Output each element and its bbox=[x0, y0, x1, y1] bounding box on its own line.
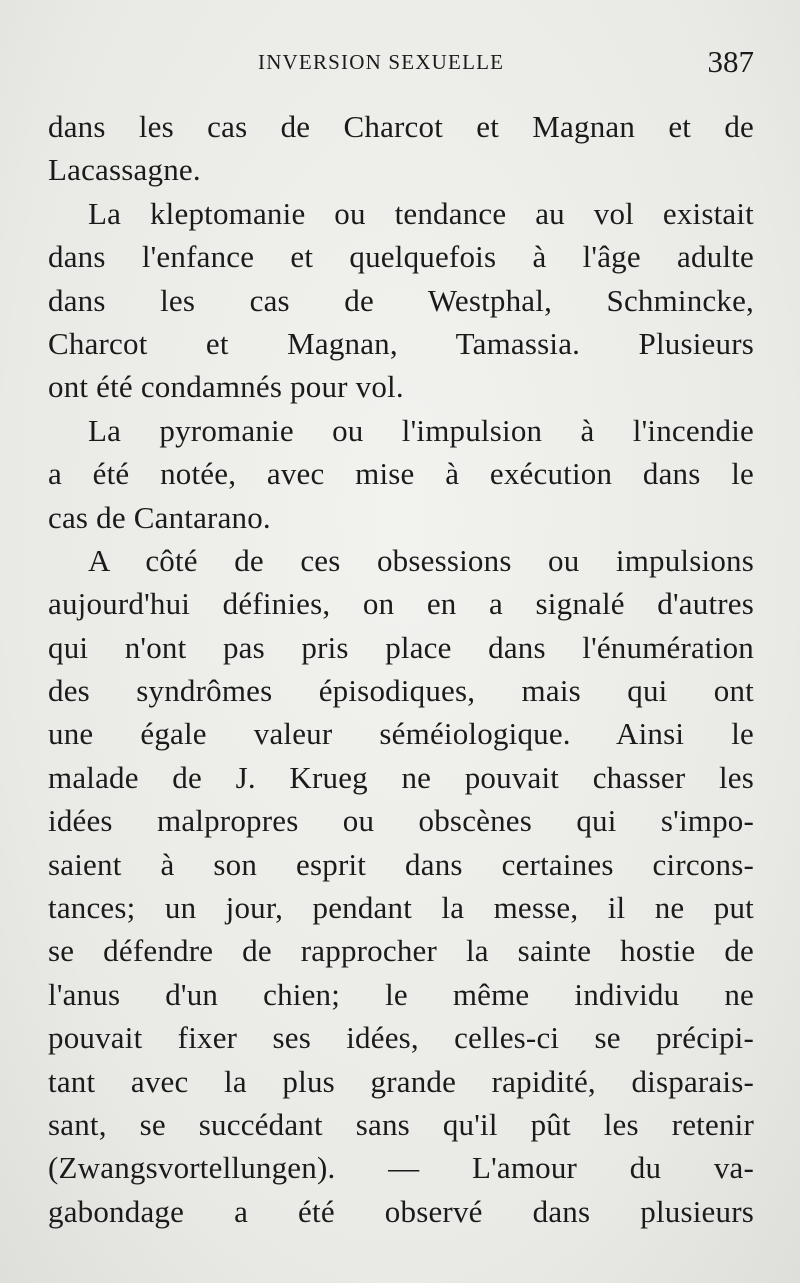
text-line: dans les cas de Charcot et Magnan et de bbox=[48, 109, 754, 144]
text-line: qui n'ont pas pris place dans l'énumération bbox=[48, 629, 754, 665]
text-line: idées malpropres ou obscènes qui s'impo- bbox=[48, 803, 754, 839]
text-line: ont été condamnés pour vol. bbox=[48, 369, 404, 405]
text-line: saient à son esprit dans certaines circons- bbox=[48, 846, 754, 882]
text-line: gabondage a été observé dans plusieurs bbox=[48, 1193, 754, 1229]
text-line: Lacassagne. bbox=[48, 152, 201, 188]
page-number: 387 bbox=[707, 44, 754, 79]
text-line: tant avec la plus grande rapidité, disparais- bbox=[48, 1063, 754, 1099]
text-line: La pyromanie ou l'impulsion à l'incendie bbox=[88, 412, 754, 448]
text-line: (Zwangsvortellungen). — L'amour du va- bbox=[48, 1150, 754, 1186]
text-line: tances; un jour, pendant la messe, il ne put bbox=[48, 890, 754, 926]
text-line: dans l'enfance et quelquefois à l'âge adulte bbox=[48, 239, 754, 275]
text-line: se défendre de rapprocher la sainte hostie de bbox=[48, 933, 754, 969]
text-line: cas de Cantarano. bbox=[48, 499, 271, 535]
text-line: A côté de ces obsessions ou impulsions bbox=[88, 542, 754, 578]
text-line: sant, se succédant sans qu'il pût les retenir bbox=[48, 1106, 754, 1142]
running-title: INVERSION SEXUELLE bbox=[258, 50, 505, 74]
text-line: malade de J. Krueg ne pouvait chasser les bbox=[48, 759, 754, 795]
text-line: l'anus d'un chien; le même individu ne bbox=[48, 976, 754, 1012]
text-line: La kleptomanie ou tendance au vol existait bbox=[88, 195, 754, 231]
page-header bbox=[48, 44, 754, 88]
text-line: a été notée, avec mise à exécution dans le bbox=[48, 456, 754, 492]
text-line: pouvait fixer ses idées, celles-ci se précipi- bbox=[48, 1020, 754, 1056]
text-line: une égale valeur séméiologique. Ainsi le bbox=[48, 716, 754, 752]
text-line: des syndrômes épisodiques, mais qui ont bbox=[48, 673, 754, 709]
body-text bbox=[48, 105, 754, 1233]
text-line: Charcot et Magnan, Tamassia. Plusieurs bbox=[48, 325, 754, 361]
text-line: aujourd'hui définies, on en a signalé d'autres bbox=[48, 586, 754, 622]
text-line: dans les cas de Westphal, Schmincke, bbox=[48, 282, 754, 318]
